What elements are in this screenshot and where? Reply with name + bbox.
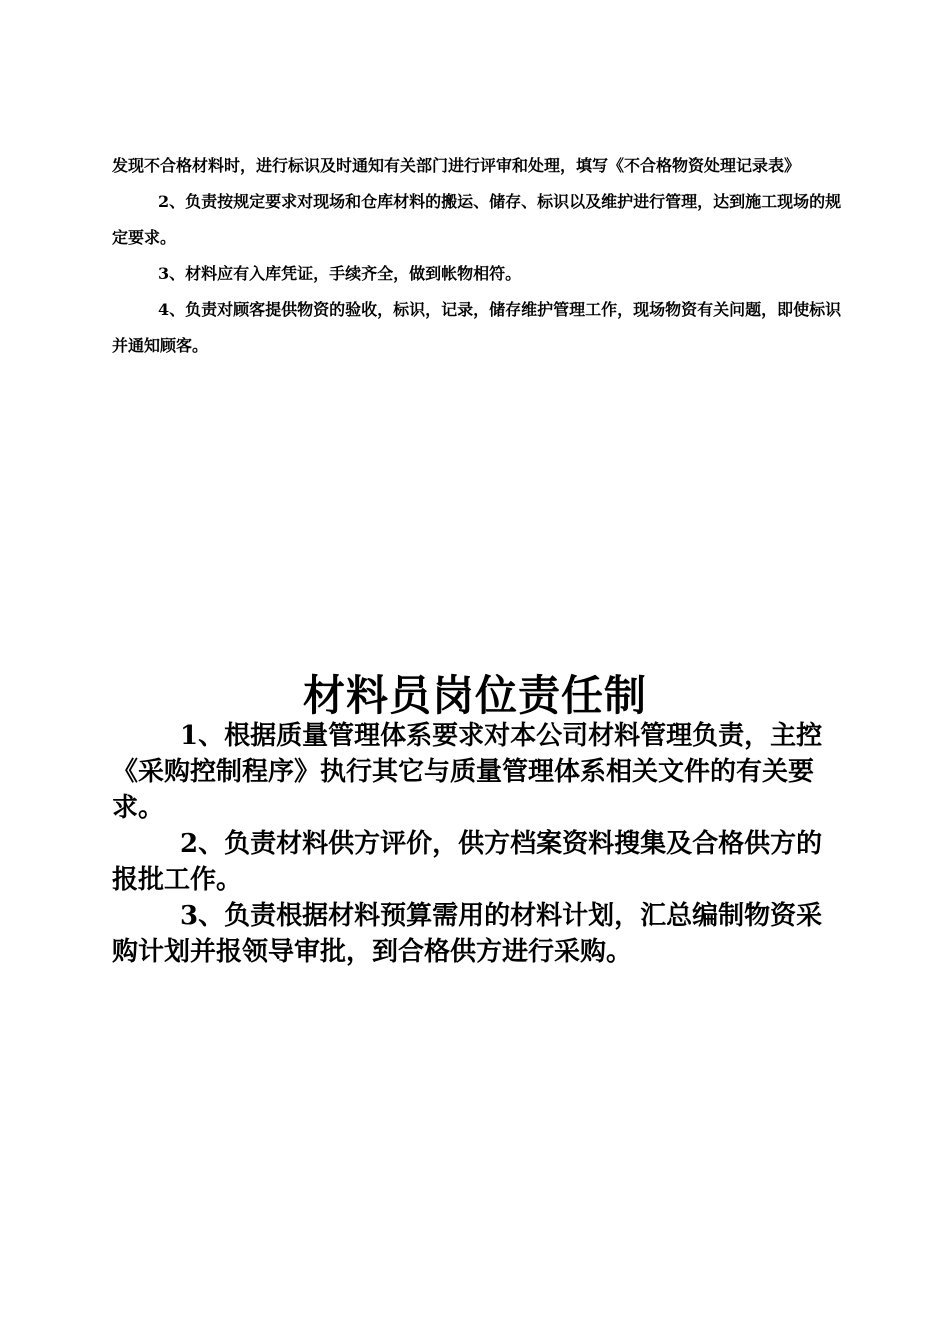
paragraph-item-4: 4、负责对顾客提供物资的验收，标识，记录，储存维护管理工作，现场物资有关问题，即使标识并通知顾客。 [112,300,842,355]
paragraph-item-3: 3、材料应有入库凭证，手续齐全，做到帐物相符。 [158,264,522,283]
previous-section-text [112,148,854,364]
paragraph-continuation: 发现不合格材料时，进行标识及时通知有关部门进行评审和处理，填写《不合格物资处理记录表》 [112,156,801,175]
section-body [112,718,840,970]
duty-item-3: 3、负责根据材料预算需用的材料计划，汇总编制物资采购计划并报领导审批，到合格供方进行采购。 [112,901,823,967]
paragraph-item-2: 2、负责按规定要求对现场和仓库材料的搬运、储存、标识以及维护进行管理，达到施工现场的规定要求。 [112,192,842,247]
section-title: 材料员岗位责任制 [302,671,647,721]
duty-item-2: 2、负责材料供方评价，供方档案资料搜集及合格供方的报批工作。 [112,829,823,895]
duty-item-1: 1、根据质量管理体系要求对本公司材料管理负责，主控《采购控制程序》执行其它与质量管理体系相关文件的有关要求。 [112,721,823,823]
